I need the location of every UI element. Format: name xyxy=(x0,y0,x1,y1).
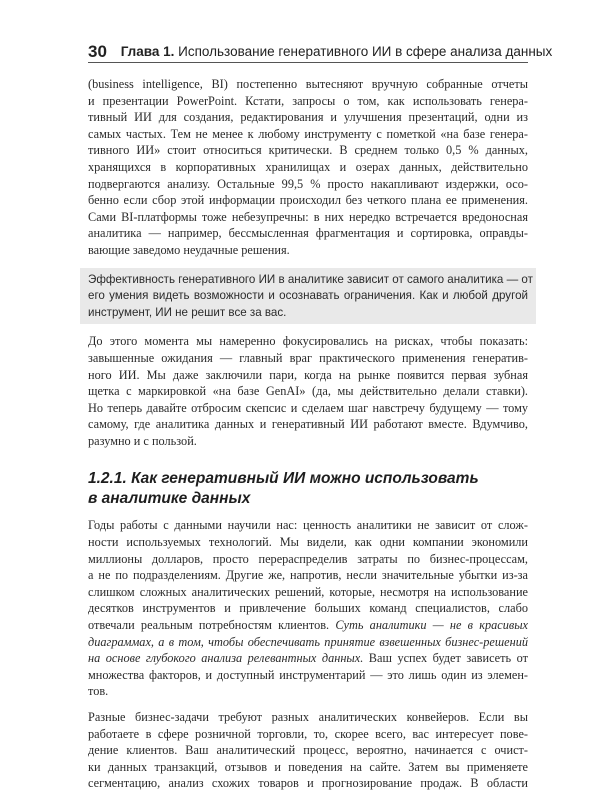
text-line: его умения видеть возможности и осознавать ограничения. Как и любой другой xyxy=(88,289,528,303)
chapter-title: Использование генеративного ИИ в сфере анализа данных xyxy=(178,44,553,59)
text-line: и презентации PowerPoint. Кстати, запросы о том, как использовать генера- xyxy=(88,93,528,108)
text-line: дение клиентов. Ваш аналитический процесс, вероятно, начинается с очист- xyxy=(88,743,528,758)
text-line: тивный ИИ для создания, редактирования и улучшения презентаций, одни из xyxy=(88,110,528,125)
text-line: вающие заведомо неудачные решения. xyxy=(88,242,290,257)
highlight-box xyxy=(80,268,536,325)
text-line: миллионы долларов, просто перераспределив затраты по бизнес-процессам, xyxy=(88,551,528,566)
text-line: ки данных транзакций, отзывов и поведения на сайте. Затем вы применяете xyxy=(88,759,528,774)
section-heading-line: в аналитике данных xyxy=(88,490,251,508)
text-line: Годы работы с данными научили нас: ценность аналитики не зависит от слож- xyxy=(88,518,528,533)
text-run: Ваш успех будет зависеть от xyxy=(363,651,528,666)
text-line: (business intelligence, BI) постепенно вытесняют вручную собранные отчеты xyxy=(88,77,528,91)
text-line: разумно и с пользой. xyxy=(88,433,197,448)
text-line: работаете в сфере розничной торговли, то, скорее всего, вас интересует пове- xyxy=(88,726,528,741)
paragraph-1 xyxy=(88,76,528,259)
text-line: самых частых. Тем не менее к любому инструменту с пометкой «на базе генера- xyxy=(88,126,528,141)
text-line: десятков инструментов и привлечение больших команд специалистов, слабо xyxy=(88,601,528,616)
text-line: слишком сложных аналитических решений, которые, несмотря на использование xyxy=(88,584,528,599)
text-line: Эффективность генеративного ИИ в аналитике зависит от самого аналитика — от xyxy=(88,272,533,286)
text-line: аналитика — например, бессмысленная фрагментация и сортировка, оправды- xyxy=(88,226,528,241)
text-line: ного ИИ. Мы даже заключили пари, когда на рынке появится первая зубная xyxy=(88,367,528,382)
text-line: а не по подразделениям. Другие же, напротив, несли значительные убытки из-за xyxy=(88,568,528,583)
emphasis-text: на основе глубокого анализа релевантных данных. xyxy=(88,651,364,666)
page-number: 30 xyxy=(88,42,107,61)
paragraph-5 xyxy=(88,709,528,792)
text-line xyxy=(88,617,528,634)
text-line: тов. xyxy=(88,684,109,699)
header-rule xyxy=(88,62,528,63)
emphasis-text: диаграммах, а в том, чтобы обеспечивать принятие взвешенных бизнес-решений xyxy=(88,634,528,649)
text-line: завышенные ожидания — главный враг практического применения генератив- xyxy=(88,350,528,365)
paragraph-3 xyxy=(88,333,528,449)
chapter-label: Глава 1. xyxy=(120,44,175,59)
section-heading-line: 1.2.1. Как генеративный ИИ можно использовать xyxy=(88,470,479,488)
text-line: бенно если сбор этой информации происходил без четкого плана ее применения. xyxy=(88,193,528,208)
section-heading xyxy=(88,469,528,509)
running-header xyxy=(88,42,553,62)
text-line: инструмент, ИИ не решит все за вас. xyxy=(88,305,287,319)
text-line: Сами BI-платформы тоже небезупречны: в них нередко встречается вредоносная xyxy=(88,209,528,224)
text-line: хранящихся в корпоративных хранилищах и озерах данных, действительно xyxy=(88,159,528,174)
text-line: До этого момента мы намеренно фокусировались на рисках, чтобы показать: xyxy=(88,334,528,349)
emphasis-text: Суть аналитики — не в красивых xyxy=(335,618,528,633)
text-line: ности используемых технологий. Мы видели, как одни компании экономили xyxy=(88,535,528,550)
text-line: Но теперь давайте отбросим скепсис и сделаем шаг навстречу будущему — тому xyxy=(88,400,528,415)
text-line: подвергаются анализу. Остальные 99,5 % просто накапливают издержки, осо- xyxy=(88,176,528,191)
text-line: сегментацию, анализ схожих товаров и прогнозирование продаж. В области xyxy=(88,776,528,791)
text-line: самому, где аналитика данных и генеративный ИИ работают вместе. Вдумчиво, xyxy=(88,417,528,432)
page-body xyxy=(88,76,533,792)
text-run: отвечали реальным потребностям клиентов. xyxy=(88,618,336,633)
text-line: множества факторов, и доступный инструментарий — это лишь один из элемен- xyxy=(88,667,528,682)
text-line xyxy=(88,650,528,667)
text-line: щетка с маркировкой «на базе GenAI» (да, мы действительно делали ставки). xyxy=(88,384,528,399)
paragraph-4 xyxy=(88,517,528,700)
text-line: тивного ИИ» стоит относиться критически. В среднем только 0,5 % данных, xyxy=(88,143,528,158)
text-line: Разные бизнес-задачи требуют разных аналитических конвейеров. Если вы xyxy=(88,710,528,724)
